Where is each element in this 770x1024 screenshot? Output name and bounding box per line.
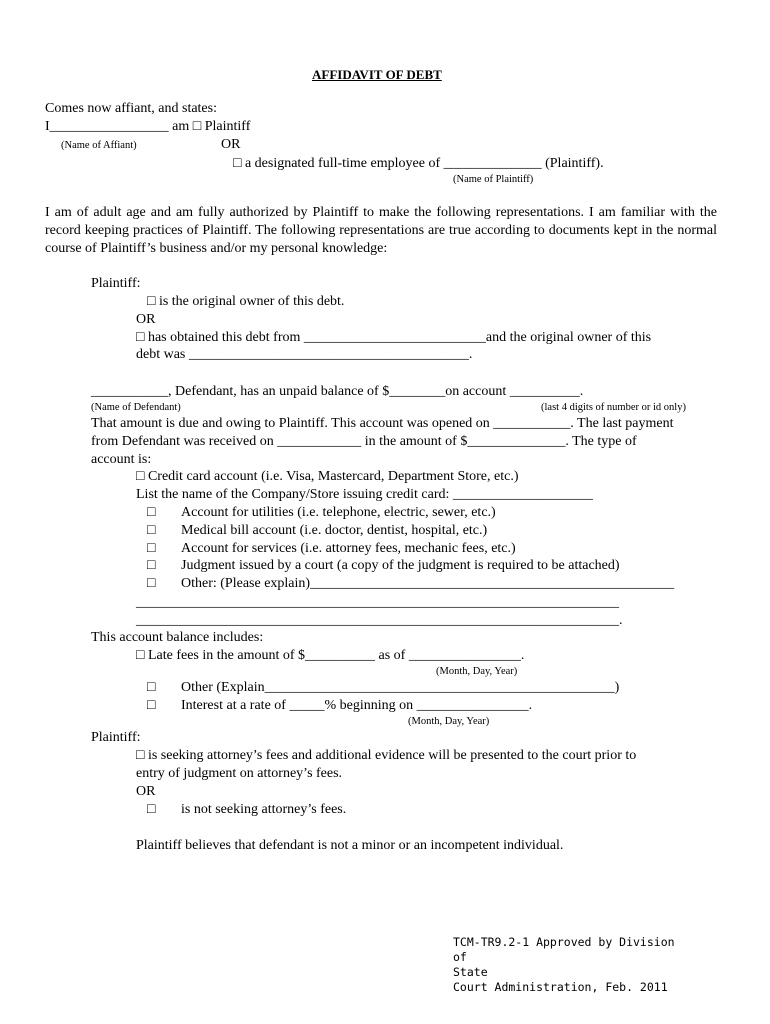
- footer-line: Court Administration, Feb. 2011: [453, 980, 668, 994]
- obtained-debt-option: □ has obtained this debt from __________________________and the original owner of this: [136, 330, 652, 345]
- account-opened-line: That amount is due and owing to Plaintiff. This account was opened on ___________. The last payment: [91, 416, 674, 431]
- checkbox-icon: □: [147, 541, 156, 556]
- services-option: Account for services (i.e. attorney fees, mechanic fees, etc.): [181, 541, 516, 556]
- name-of-plaintiff-hint: (Name of Plaintiff): [453, 174, 534, 185]
- or-separator: OR: [221, 137, 241, 152]
- date-hint: (Month, Day, Year): [408, 716, 490, 727]
- checkbox-icon: □: [147, 558, 156, 573]
- seeking-fees-option: □ is seeking attorney’s fees and additional evidence will be presented to the court prior to: [136, 748, 637, 763]
- interest-option: Interest at a rate of _____% beginning on ________________.: [181, 698, 533, 713]
- name-of-defendant-hint: (Name of Defendant): [91, 402, 181, 413]
- intro-line: Comes now affiant, and states:: [45, 101, 217, 116]
- plaintiff-label: Plaintiff:: [91, 276, 141, 291]
- late-fees-option: □ Late fees in the amount of $__________ as of ________________.: [136, 648, 525, 663]
- explain-blank-line: _____________________________________________________________________: [136, 595, 619, 610]
- unpaid-balance-line: ___________, Defendant, has an unpaid balance of $________on account __________.: [91, 384, 584, 399]
- checkbox-icon: □: [147, 680, 156, 695]
- footer-line: TCM-TR9.2-1 Approved by Division of: [453, 935, 675, 964]
- authorization-paragraph: I am of adult age and am fully authorized by Plaintiff to make the following representations. I am familiar with the record keeping practices of Plaintiff. The following representations are true according to documents kept in the normal course of Plaintiff’s business and/or my personal knowledge:: [45, 205, 717, 256]
- seeking-fees-continuation: entry of judgment on attorney’s fees.: [136, 766, 343, 781]
- checkbox-icon: □: [147, 523, 156, 538]
- date-hint: (Month, Day, Year): [436, 666, 518, 677]
- affiant-name-line: I_________________ am □ Plaintiff: [45, 119, 251, 134]
- checkbox-icon: □: [147, 576, 156, 591]
- footer-line: State: [453, 965, 488, 979]
- other-option: Other: (Please explain)____________________________________________________: [181, 576, 675, 591]
- checkbox-icon: □: [147, 505, 156, 520]
- medical-option: Medical bill account (i.e. doctor, dentist, hospital, etc.): [181, 523, 488, 538]
- last-digits-hint: (last 4 digits of number or id only): [541, 402, 686, 413]
- checkbox-icon: □: [147, 698, 156, 713]
- or-separator: OR: [136, 784, 156, 799]
- issuing-company-line: List the name of the Company/Store issuing credit card: ____________________: [136, 487, 593, 502]
- employee-option-line: □ a designated full-time employee of ______________ (Plaintiff).: [233, 156, 604, 171]
- name-of-affiant-hint: (Name of Affiant): [61, 140, 137, 151]
- original-owner-option: □ is the original owner of this debt.: [147, 294, 345, 309]
- plaintiff-fees-label: Plaintiff:: [91, 730, 141, 745]
- credit-card-option: □ Credit card account (i.e. Visa, Mastercard, Department Store, etc.): [136, 469, 519, 484]
- original-owner-line: debt was ________________________________________.: [136, 347, 473, 362]
- form-footer: [453, 935, 693, 995]
- checkbox-icon: □: [147, 802, 156, 817]
- last-payment-line: from Defendant was received on ____________ in the amount of $______________. The type of: [91, 434, 637, 449]
- explain-blank-line: _____________________________________________________________________.: [136, 613, 623, 628]
- utilities-option: Account for utilities (i.e. telephone, electric, sewer, etc.): [181, 505, 496, 520]
- account-type-label: account is:: [91, 452, 152, 467]
- belief-statement: Plaintiff believes that defendant is not a minor or an incompetent individual.: [136, 838, 564, 853]
- judgment-option: Judgment issued by a court (a copy of the judgment is required to be attached): [181, 558, 620, 573]
- document-title: AFFIDAVIT OF DEBT: [312, 67, 442, 82]
- other-fees-option: Other (Explain__________________________________________________): [181, 680, 620, 695]
- or-separator: OR: [136, 312, 156, 327]
- not-seeking-fees-option: is not seeking attorney’s fees.: [181, 802, 347, 817]
- balance-includes-label: This account balance includes:: [91, 630, 264, 645]
